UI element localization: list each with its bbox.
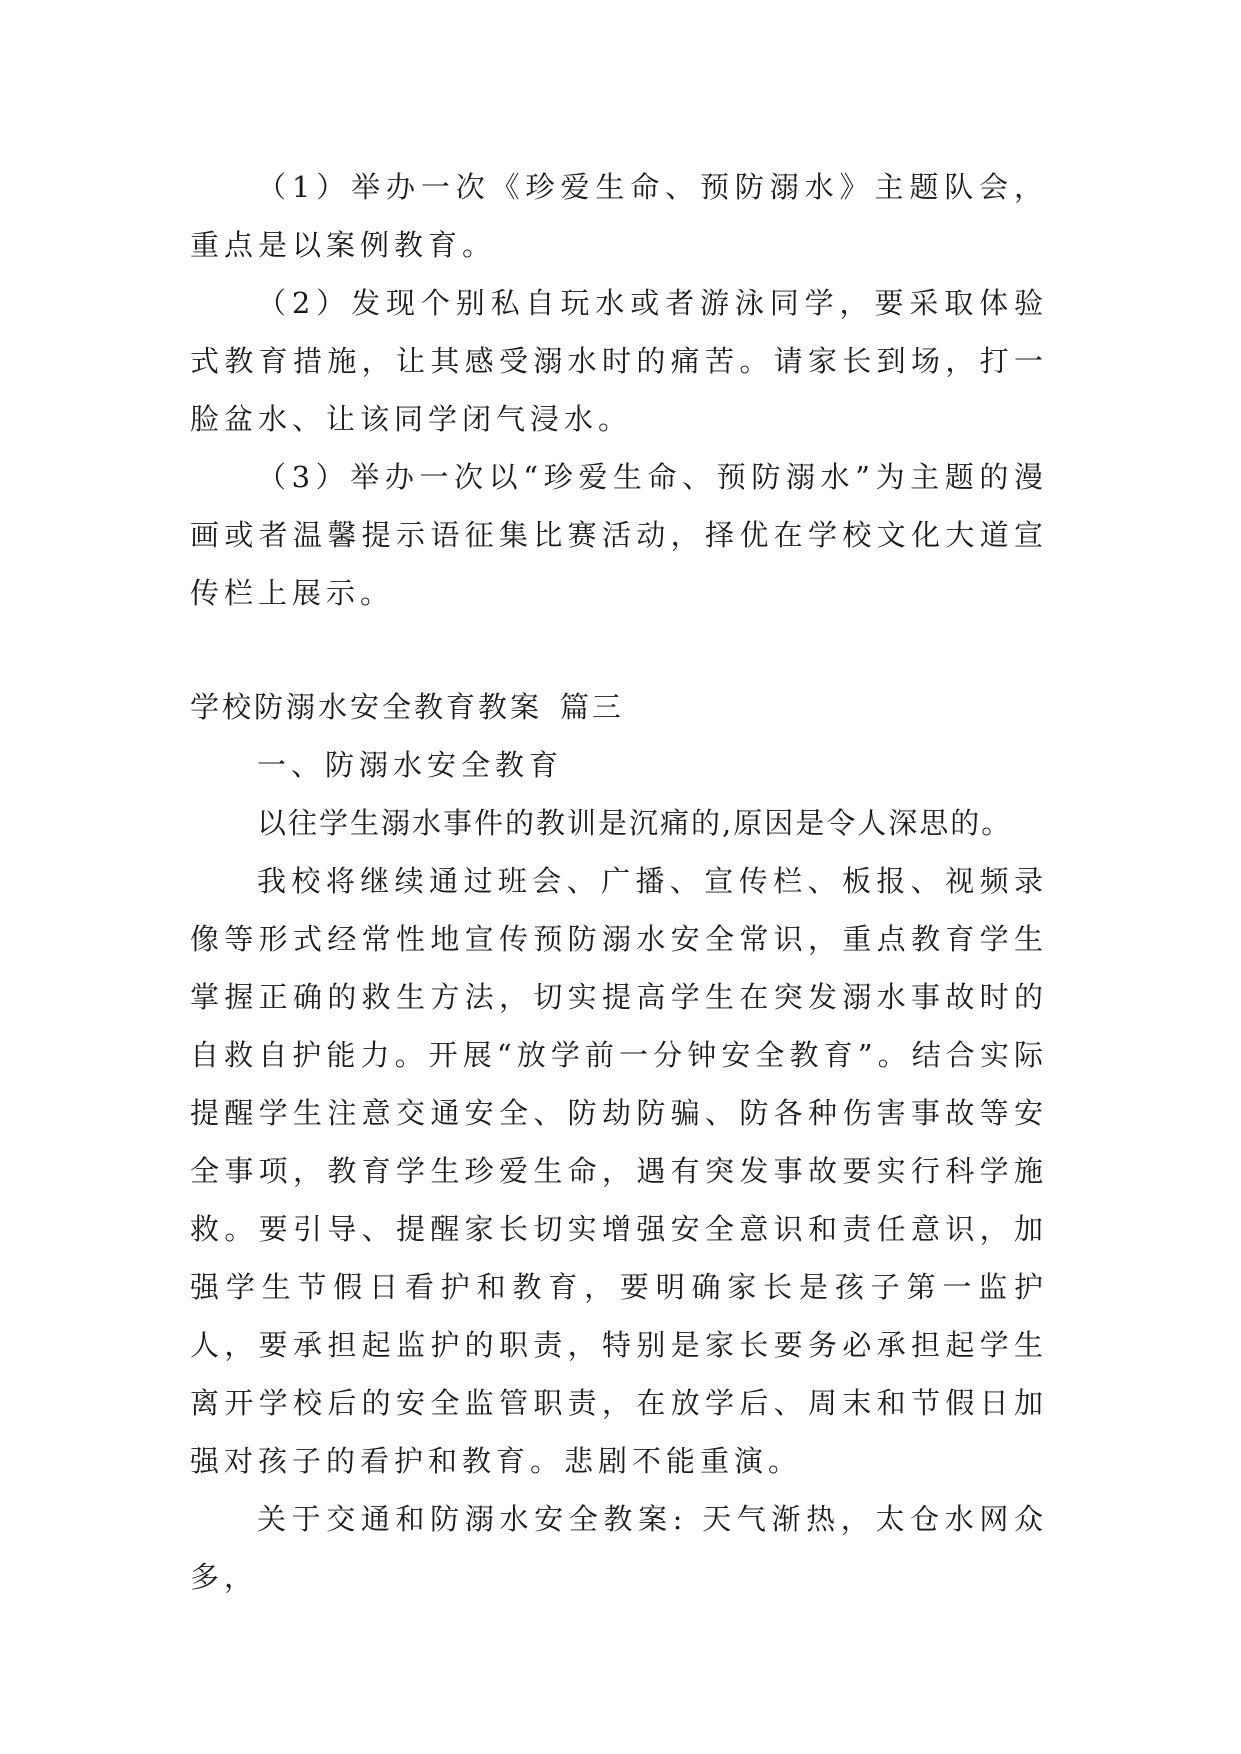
paragraph-item-2: （2）发现个别私自玩水或者游泳同学，要采取体验式教育措施，让其感受溺水时的痛苦。请家长到场，打一脸盆水、让该同学闭气浸水。 — [190, 286, 1048, 436]
paragraph-item-1: （1）举办一次《珍爱生命、预防溺水》主题队会，重点是以案例教育。 — [190, 170, 1048, 262]
section-label: 篇三 — [560, 690, 625, 724]
section-spacer — [190, 622, 1048, 678]
paragraph-traffic-intro: 关于交通和防溺水安全教案: 天气渐热，太仓水网众多， — [190, 1502, 1048, 1594]
section-heading — [190, 678, 1048, 736]
paragraph-item-3: （3）举办一次以“珍爱生命、预防溺水”为主题的漫画或者温馨提示语征集比赛活动，择优在学校文化大道宣传栏上展示。 — [190, 460, 1048, 610]
section-title: 学校防溺水安全教育教案 — [190, 690, 543, 724]
paragraph-measures: 我校将继续通过班会、广播、宣传栏、板报、视频录像等形式经常性地宣传预防溺水安全常识，重点教育学生掌握正确的救生方法，切实提高学生在突发溺水事故时的自救自护能力。开展“放学前一分钟安全教育”。结合实际提醒学生注意交通安全、防劫防骗、防各种伤害事故等安全事项，教育学生珍爱生命，遇有突发事故要实行科学施救。要引导、提醒家长切实增强安全意识和责任意识，加强学生节假日看护和教育，要明确家长是孩子第一监护人，要承担起监护的职责，特别是家长要务必承担起学生离开学校后的安全监管职责，在放学后、周末和节假日加强对孩子的看护和教育。悲剧不能重演。 — [190, 864, 1048, 1478]
paragraph-lesson: 以往学生溺水事件的教训是沉痛的,原因是令人深思的。 — [257, 806, 1013, 840]
subheading: 一、防溺水安全教育 — [257, 748, 564, 782]
document-body — [190, 158, 1048, 1606]
